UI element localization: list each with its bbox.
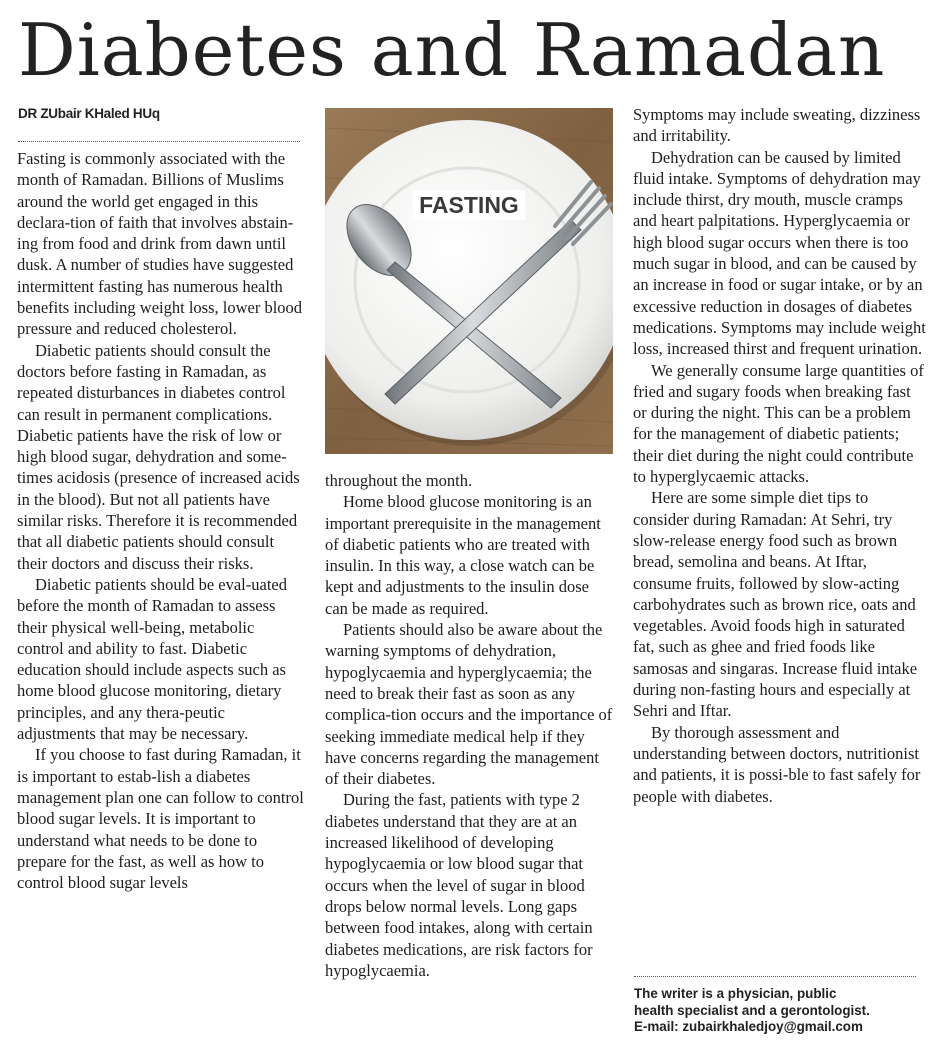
paragraph-7: During the fast, patients with type 2 diabetes understand that they are at an increased likelihood of developing hypoglycaemia or low blood sugar that occurs when the level of sugar in blood drops below normal levels. Long gaps between food intakes, along with certain diabetes medications, are risk factors for hypoglycaemia. — [325, 790, 593, 980]
author-note-line-2: health specialist and a gerontologist. — [634, 1002, 870, 1018]
footer-divider — [634, 976, 916, 977]
byline: DR ZUbair KHaled HUq — [18, 106, 160, 121]
paragraph-6: Patients should also be aware about the warning symptoms of dehydration, hypoglycaemia and hyperglycaemia; the need to break their fast as soon as any complica-tion occurs and the importance of seeking immediate medical help if they have concerns regarding the management of their diabetes. — [325, 620, 613, 789]
article-column-2 — [325, 470, 615, 981]
paragraph-10: Here are some simple diet tips to consider during Ramadan: At Sehri, try slow-release energy food such as brown bread, semolina and beans. At Iftar, consume fruits, followed by slow-acting carbohydrates such as brown rice, oats and vegetables. Avoid foods high in saturated fat, such as ghee and fried foods like samosas and singaras. Increase fluid intake during non-fasting hours and especially at Sehri and Iftar. — [633, 488, 918, 721]
article-column-1 — [17, 148, 305, 893]
paragraph-4-continued: throughout the month. — [325, 471, 473, 490]
author-note — [634, 986, 934, 1036]
paragraph-4: If you choose to fast during Ramadan, it is important to estab-lish a diabetes management plan one can follow to control blood sugar levels. It is important to understand what needs to be done to prepare for the fast, as well as how to control blood sugar levels — [17, 745, 304, 893]
fasting-plate-photo — [325, 108, 613, 454]
paragraph-8: Dehydration can be caused by limited fluid intake. Symptoms of dehydration may include thirst, dry mouth, muscle cramps and heart palpitations. Hyperglycaemia or high blood sugar occurs when there is too much sugar in blood, and can be caused by an increase in food or sugar intake, or by an excessive reduction in dosages of diabetes medications. Symptoms may include weight loss, increased thirst and frequent urination. — [633, 147, 926, 359]
paragraph-5: Home blood glucose monitoring is an important prerequisite in the management of diabetic patients who are treated with insulin. In this way, a close watch can be kept and adjustments to the insulin dose can be made as required. — [325, 492, 601, 618]
paragraph-2: Diabetic patients should consult the doctors before fasting in Ramadan, as repeated disturbances in diabetes control can result in permanent complications. Diabetic patients have the risk of low or high blood sugar, dehydration and some-times acidosis (presence of increased acids in the blood). But not all patients have similar risks. Therefore it is recommended that all diabetic patients should consult their doctors and discuss their risks. — [17, 340, 300, 573]
fasting-label: FASTING — [419, 192, 519, 218]
article-column-3 — [633, 104, 928, 807]
paragraph-1: Fasting is commonly associated with the month of Ramadan. Billions of Muslims around the world get engaged in this declara-tion of faith that involves abstain-ing from food and drink from dawn until dusk. A number of studies have suggested intermittent fasting has numerous health benefits including weight loss, lower blood pressure and reduced cholesterol. — [17, 149, 303, 339]
paragraph-11: By thorough assessment and understanding between doctors, nutritionist and patients, it is possi-ble to fast safely for people with diabetes. — [633, 722, 921, 806]
author-note-line-1: The writer is a physician, public — [634, 986, 837, 1001]
author-email: E-mail: zubairkhaledjoy@gmail.com — [634, 1019, 863, 1034]
paragraph-3: Diabetic patients should be eval-uated before the month of Ramadan to assess their physical well-being, metabolic control and ability to fast. Diabetic education should include aspects such as home blood glucose monitoring, dietary principles, and any thera-peutic adjustments that may be necessary. — [17, 574, 287, 744]
paragraph-9: We generally consume large quantities of fried and sugary foods when breaking fast or during the night. This can be a problem for the management of diabetic patients; their diet during the night could contribute to hyperglycaemic attacks. — [633, 360, 924, 487]
byline-divider — [18, 141, 300, 142]
headline: Diabetes and Ramadan — [18, 8, 886, 92]
plate-illustration — [325, 108, 613, 454]
paragraph-7-continued: Symptoms may include sweating, dizziness and irritability. — [633, 105, 921, 146]
